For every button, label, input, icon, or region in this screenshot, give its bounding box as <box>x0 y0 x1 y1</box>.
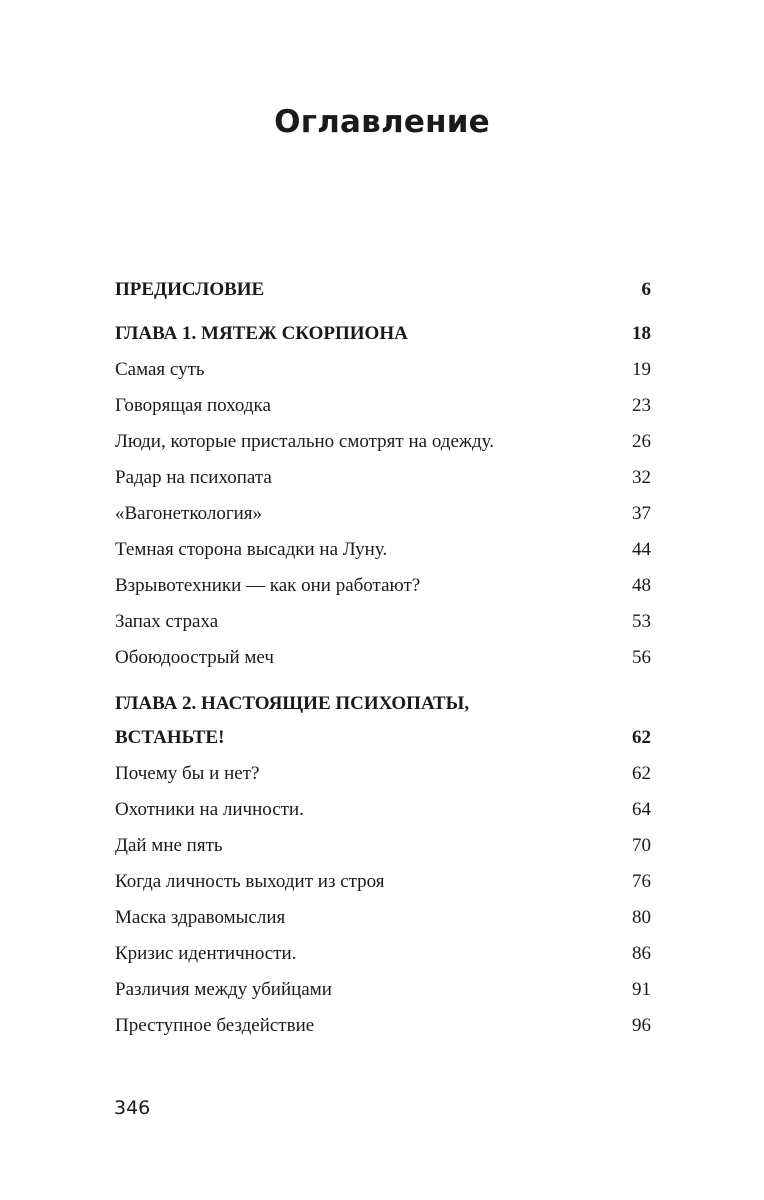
dot-leader <box>317 1012 630 1031</box>
toc-section-label: Охотники на личности. <box>115 799 304 820</box>
toc-section-page: 96 <box>632 1015 651 1036</box>
toc-entry-chapter-2-line2 <box>115 720 651 756</box>
dot-leader <box>288 904 630 923</box>
toc-entry-preface[interactable] <box>115 272 651 308</box>
dot-leader <box>226 832 630 851</box>
toc-entry-page: 62 <box>632 727 651 748</box>
dot-leader <box>275 464 630 483</box>
toc-section[interactable] <box>115 388 651 424</box>
toc-entry-page: 6 <box>641 279 651 300</box>
toc-section-page: 56 <box>632 647 651 668</box>
toc-section[interactable] <box>115 352 651 388</box>
dot-leader <box>497 428 630 447</box>
toc-entry-label: ГЛАВА 1. МЯТЕЖ СКОРПИОНА <box>115 323 408 344</box>
toc-entry-chapter-2[interactable] <box>115 686 651 756</box>
toc-section-page: 37 <box>632 503 651 524</box>
toc-section-label: Взрывотехники — как они работают? <box>115 575 421 596</box>
toc-section-page: 86 <box>632 943 651 964</box>
toc-section-page: 32 <box>632 467 651 488</box>
dot-leader <box>299 940 630 959</box>
toc-section-label: Самая суть <box>115 359 205 380</box>
toc-section[interactable] <box>115 496 651 532</box>
dot-leader <box>227 724 630 743</box>
toc-section-label: Почему бы и нет? <box>115 763 260 784</box>
toc-section-page: 44 <box>632 539 651 560</box>
dot-leader <box>390 536 630 555</box>
toc-entry-label-line2: ВСТАНЬТЕ! <box>115 727 225 748</box>
dot-leader <box>411 320 630 339</box>
dot-leader <box>208 356 630 375</box>
toc-section-label: «Вагонеткология» <box>115 503 263 524</box>
toc-section[interactable] <box>115 604 651 640</box>
dot-leader <box>307 796 630 815</box>
toc-section-page: 26 <box>632 431 651 452</box>
toc-section-page: 48 <box>632 575 651 596</box>
toc-entry-chapter-1[interactable] <box>115 316 651 352</box>
toc-section-label: Преступное бездействие <box>115 1015 315 1036</box>
toc-section[interactable] <box>115 936 651 972</box>
toc-section[interactable] <box>115 972 651 1008</box>
toc-section-page: 80 <box>632 907 651 928</box>
toc-section-label: Радар на психопата <box>115 467 272 488</box>
toc-section-page: 76 <box>632 871 651 892</box>
table-of-contents <box>115 272 651 1044</box>
toc-section-label: Темная сторона высадки на Луну. <box>115 539 388 560</box>
dot-leader <box>262 760 630 779</box>
toc-section-label: Обоюдоострый меч <box>115 647 274 668</box>
toc-section-page: 91 <box>632 979 651 1000</box>
page-number: 346 <box>114 1097 151 1119</box>
dot-leader <box>265 500 630 519</box>
toc-section-label: Запах страха <box>115 611 219 632</box>
toc-section-label: Говорящая походка <box>115 395 271 416</box>
toc-section[interactable] <box>115 424 651 460</box>
toc-section-label: Различия между убийцами <box>115 979 332 1000</box>
dot-leader <box>277 644 630 663</box>
toc-section-page: 19 <box>632 359 651 380</box>
toc-section[interactable] <box>115 568 651 604</box>
dot-leader <box>274 392 630 411</box>
toc-section-page: 70 <box>632 835 651 856</box>
toc-entry-page: 18 <box>632 323 651 344</box>
dot-leader <box>221 608 630 627</box>
toc-section-page: 53 <box>632 611 651 632</box>
toc-entry-label: ПРЕДИСЛОВИЕ <box>115 279 265 300</box>
dot-leader <box>423 572 630 591</box>
toc-section-page: 23 <box>632 395 651 416</box>
toc-section[interactable] <box>115 1008 651 1044</box>
toc-section[interactable] <box>115 792 651 828</box>
toc-section[interactable] <box>115 460 651 496</box>
toc-section[interactable] <box>115 828 651 864</box>
dot-leader <box>335 976 630 995</box>
toc-section-label: Кризис идентичности. <box>115 943 297 964</box>
toc-section[interactable] <box>115 864 651 900</box>
toc-section-label: Люди, которые пристально смотрят на одежду. <box>115 431 495 452</box>
toc-entry-label-line1: ГЛАВА 2. НАСТОЯЩИЕ ПСИХОПАТЫ, <box>115 693 470 714</box>
toc-section-page: 64 <box>632 799 651 820</box>
toc-section[interactable] <box>115 756 651 792</box>
dot-leader <box>388 868 630 887</box>
toc-section-label: Маска здравомыслия <box>115 907 286 928</box>
toc-section[interactable] <box>115 900 651 936</box>
toc-section-page: 62 <box>632 763 651 784</box>
toc-section[interactable] <box>115 532 651 568</box>
page-title: Оглавление <box>274 104 490 140</box>
toc-section[interactable] <box>115 640 651 676</box>
toc-section-label: Когда личность выходит из строя <box>115 871 385 892</box>
dot-leader <box>267 276 639 295</box>
toc-section-label: Дай мне пять <box>115 835 223 856</box>
